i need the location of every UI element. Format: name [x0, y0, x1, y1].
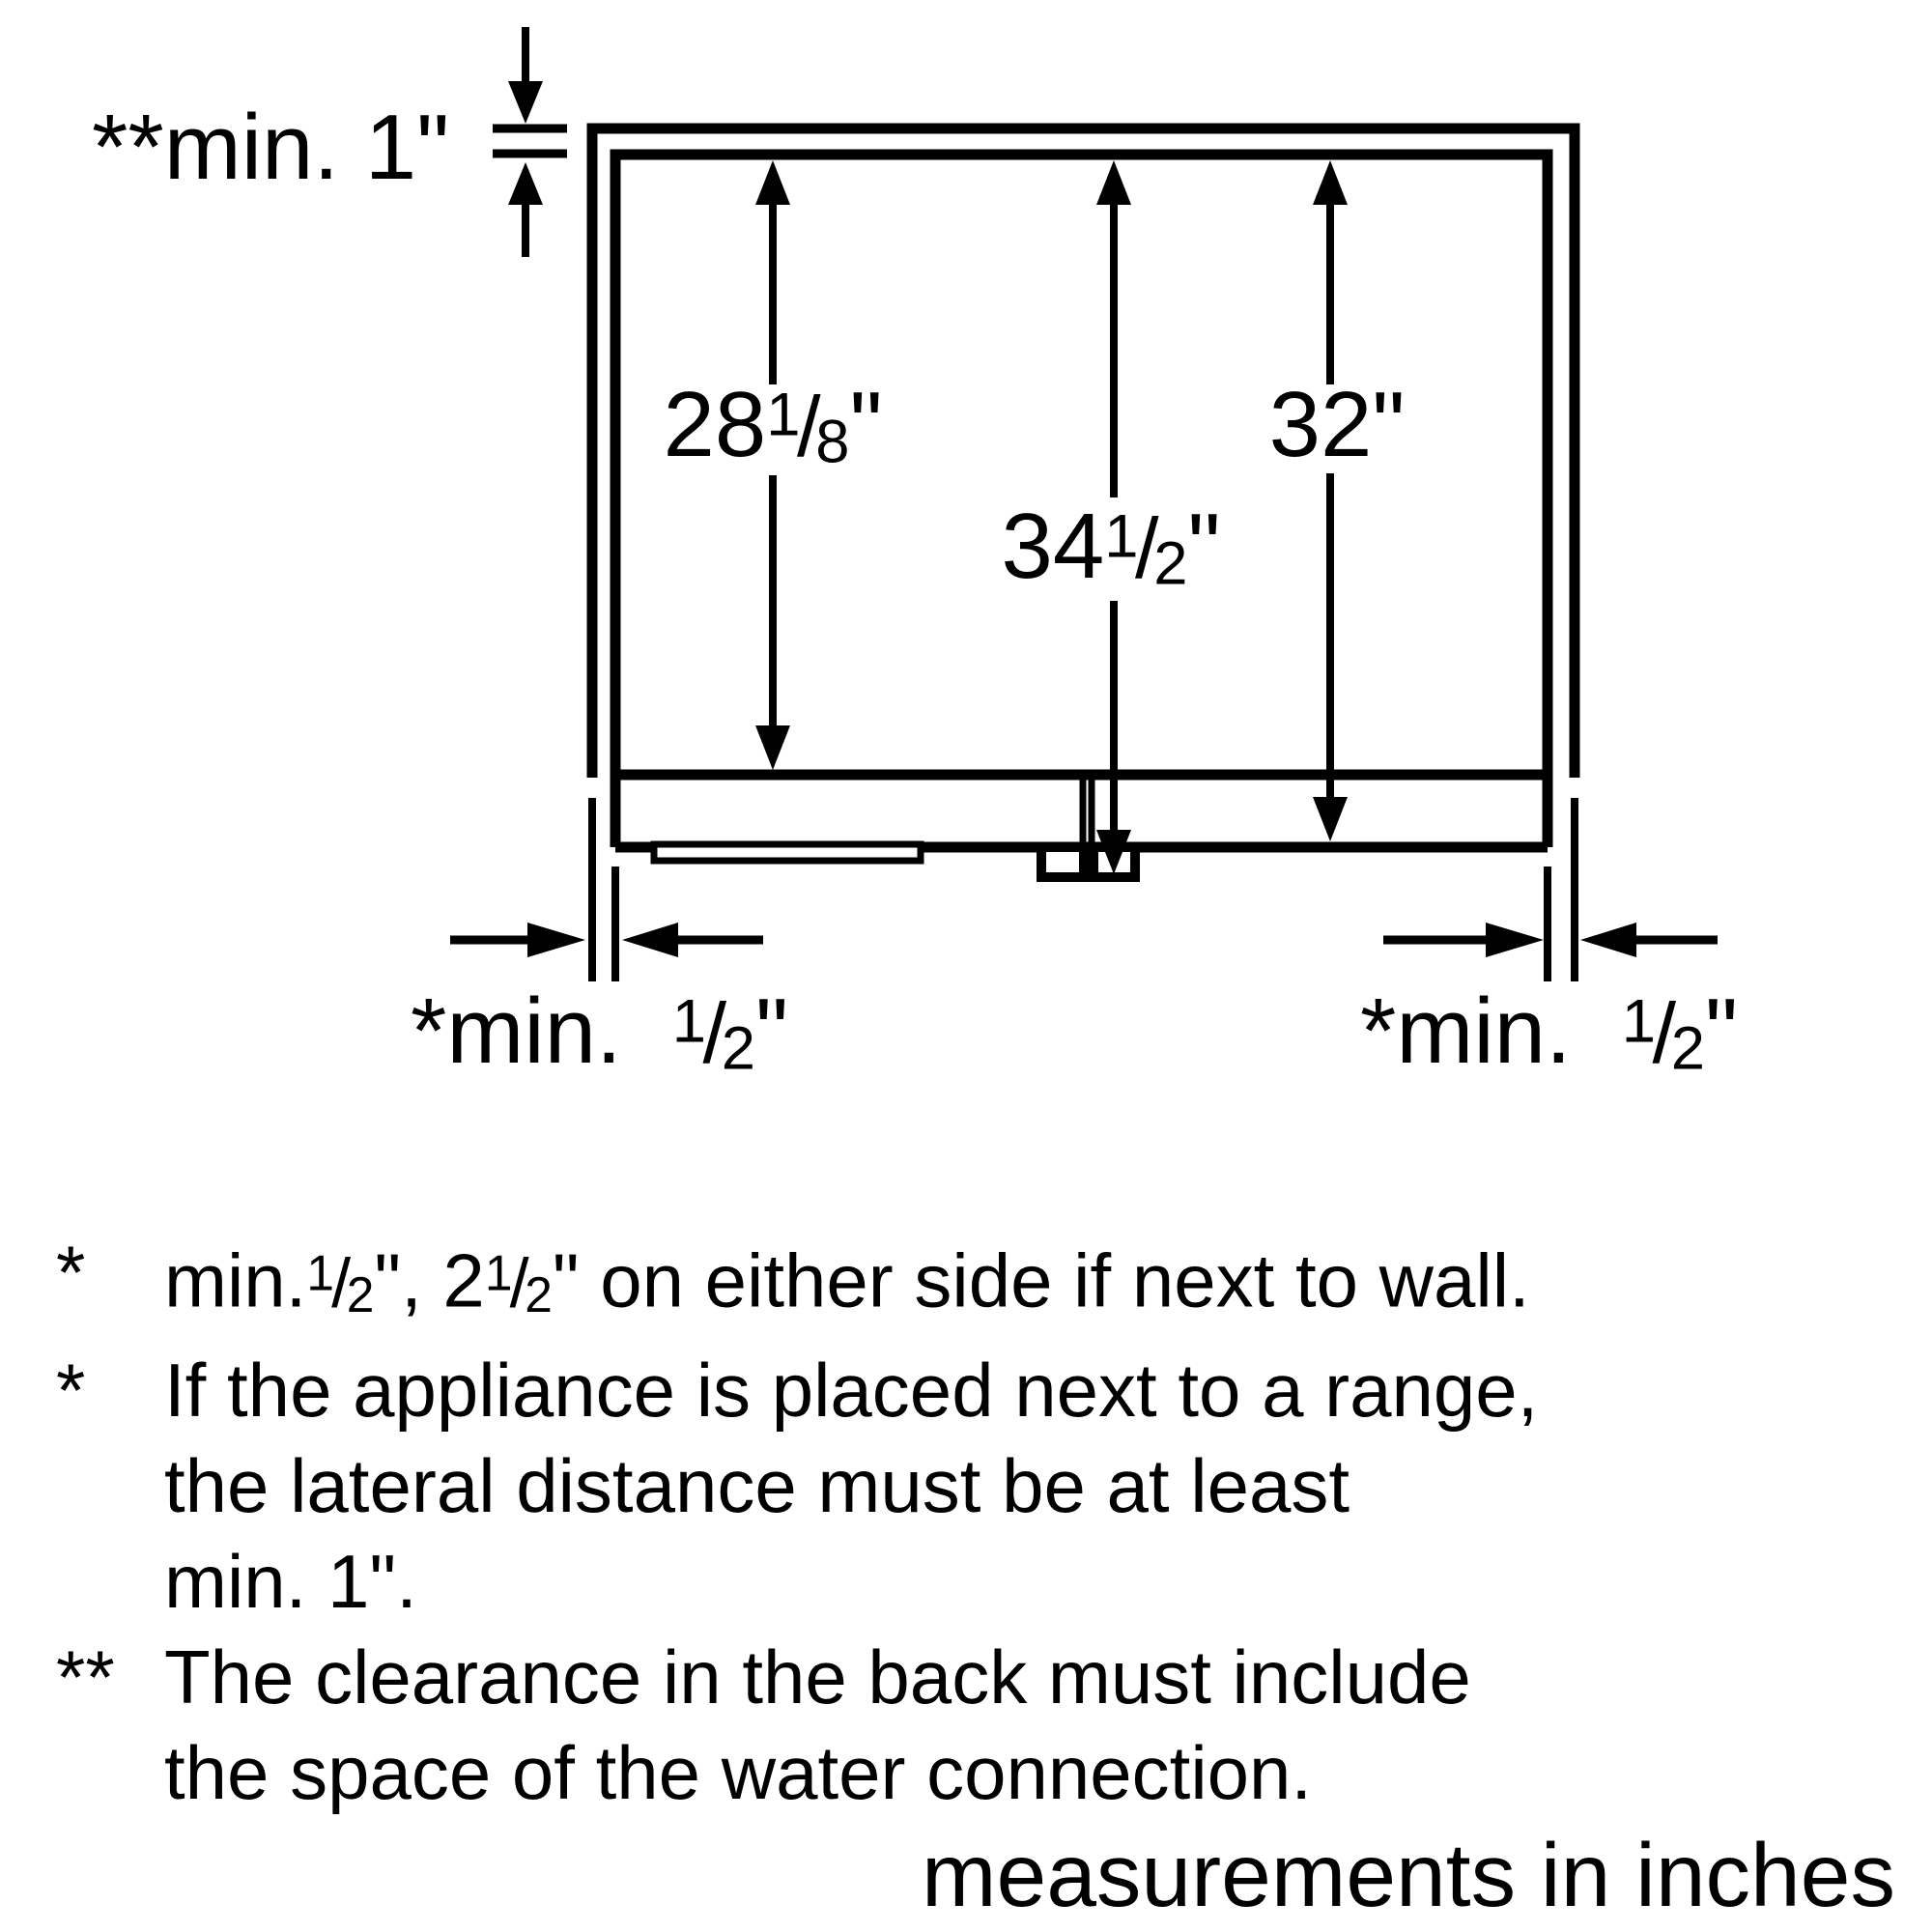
footnote-line-6: [56, 1725, 1901, 1821]
footnote-bullet: *: [56, 1230, 86, 1315]
footnote-text: the space of the water connection.: [164, 1729, 1313, 1815]
units-caption: measurements in inches: [922, 1825, 1895, 1925]
side-clearance-label-right: *min. $^1/_2$": [1360, 980, 1739, 1083]
footnote-line-2: [56, 1343, 1901, 1438]
dimension-arrow-door-depth: [1313, 160, 1348, 841]
base-grille: [654, 844, 921, 861]
footnote-line-1: [56, 1225, 1901, 1343]
footnote-line-5: [56, 1630, 1901, 1725]
dimension-label-door-depth: 32": [1268, 373, 1406, 476]
dimension-label-body-depth: $28^1/_8$": [663, 373, 883, 476]
side-clearance-arrow-left-outer: [450, 923, 585, 957]
back-clearance-arrow-down: [508, 27, 543, 124]
footnote-text: min. 1".: [164, 1538, 417, 1624]
footnote-text: If the appliance is placed next to a range,: [164, 1347, 1539, 1433]
back-clearance-arrow-up: [508, 162, 543, 257]
back-clearance-label: **min. 1": [92, 96, 450, 199]
footnote-text: the lateral distance must be at least: [164, 1442, 1350, 1528]
footnote-line-3: [56, 1438, 1901, 1534]
side-clearance-label-left: *min. $^1/_2$": [411, 980, 789, 1083]
side-clearance-arrow-left-inner: [622, 923, 763, 957]
dimension-label-total-depth: $34^1/_2$": [1001, 495, 1221, 598]
footnote-bullet: **: [56, 1634, 115, 1719]
side-clearance-arrow-right-outer: [1580, 923, 1718, 957]
footnote-bullet: *: [56, 1347, 86, 1433]
footnote-text: The clearance in the back must include: [164, 1634, 1471, 1719]
door-handle-left: [1041, 847, 1084, 877]
footnote-line-4: [56, 1534, 1901, 1630]
side-clearance-arrow-right-inner: [1383, 923, 1544, 957]
footnotes-block: [56, 1225, 1901, 1821]
footnote-text: $\min.^1/_2$", $2^1/_2$" on either side if next to wall.: [164, 1237, 1530, 1323]
